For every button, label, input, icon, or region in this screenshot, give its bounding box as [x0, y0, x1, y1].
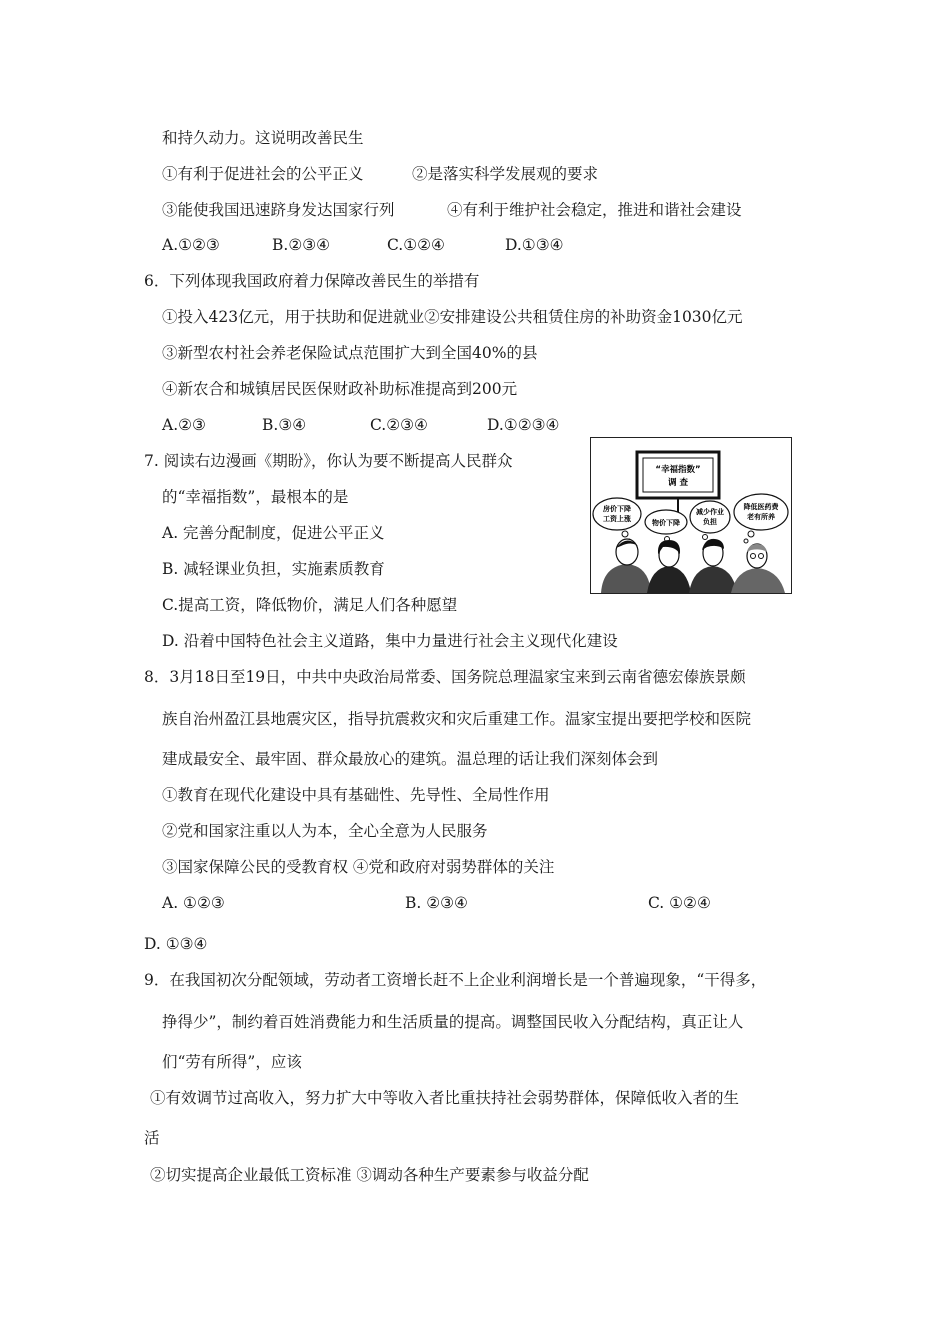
bubble-4-line-1: 降低医药费 — [743, 503, 779, 511]
q5-option-b: B.②③④ — [272, 236, 331, 254]
q8-statement-2: ②党和国家注重以人为本，全心全意为人民服务 — [162, 822, 488, 840]
cartoon-illustration — [590, 437, 792, 594]
q8-option-d: D. ①③④ — [144, 935, 208, 953]
q5-option-a: A.①②③ — [162, 236, 220, 254]
q7-option-b: B. 减轻课业负担，实施素质教育 — [162, 560, 385, 578]
q8-option-a: A. ①②③ — [162, 894, 225, 912]
q8-stem-line-2: 族自治州盈江县地震灾区，指导抗震救灾和灾后重建工作。温家宝提出要把学校和医院 — [162, 710, 752, 728]
q7-option-a: A. 完善分配制度，促进公平正义 — [162, 524, 385, 542]
q6-option-a: A.②③ — [162, 416, 206, 434]
bubble-1-line-2: 工资上涨 — [603, 515, 631, 523]
q5-statement-1: ①有利于促进社会的公平正义 — [162, 165, 364, 183]
thought-bubble-3 — [690, 501, 730, 533]
q8-option-b: B. ②③④ — [405, 894, 468, 912]
bubble-3-line-1: 减少作业 — [696, 508, 724, 516]
q8-option-c: C. ①②④ — [648, 894, 711, 912]
q6-option-c: C.②③④ — [370, 416, 428, 434]
person-1 — [601, 539, 651, 593]
q6-option-b: B.③④ — [262, 416, 307, 434]
q6-stem: 6．下列体现我国政府着力保障改善民生的举措有 — [144, 272, 480, 290]
q6-option-d: D.①②③④ — [487, 416, 560, 434]
person-4 — [731, 544, 785, 593]
q6-statement-3: ③新型农村社会养老保险试点范围扩大到全国40%的县 — [162, 344, 538, 362]
q8-stem-line-3: 建成最安全、最牢固、群众最放心的建筑。温总理的话让我们深刻体会到 — [162, 750, 659, 768]
q5-statement-3: ③能使我国迅速跻身发达国家行列 — [162, 201, 395, 219]
bubble-3-line-2: 负担 — [703, 518, 717, 526]
q6-statement-4: ④新农合和城镇居民医保财政补助标准提高到200元 — [162, 380, 518, 398]
q5-statement-4: ④有利于维护社会稳定，推进和谐社会建设 — [447, 201, 742, 219]
q8-stem-line-1: 8．3月18日至19日，中共中央政治局常委、国务院总理温家宝来到云南省德宏傣族景颇 — [144, 668, 746, 686]
q9-statement-1-line-2: 活 — [144, 1129, 160, 1147]
q9-stem-line-3: 们“劳有所得”，应该 — [162, 1053, 302, 1071]
person-2 — [647, 540, 691, 593]
q8-statement-3-4: ③国家保障公民的受教育权 ④党和政府对弱势群体的关注 — [162, 858, 555, 876]
q9-stem-line-2: 挣得少”，制约着百姓消费能力和生活质量的提高。调整国民收入分配结构，真正让人 — [162, 1013, 744, 1031]
bubble-2-line: 物价下降 — [652, 519, 680, 527]
q6-statement-1-2: ①投入423亿元，用于扶助和促进就业②安排建设公共租赁住房的补助资金1030亿元 — [162, 308, 743, 326]
bubble-1-line-1: 房价下降 — [603, 505, 631, 513]
q7-option-c: C.提高工资，降低物价，满足人们各种愿望 — [162, 596, 458, 614]
q5-stem-continuation: 和持久动力。这说明改善民生 — [162, 129, 364, 147]
board-title: “幸福指数” — [655, 465, 701, 475]
q7-option-d: D. 沿着中国特色社会主义道路，集中力量进行社会主义现代化建设 — [162, 632, 618, 650]
q5-option-d: D.①③④ — [505, 236, 564, 254]
q7-stem-line-1: 7. 阅读右边漫画《期盼》，你认为要不断提高人民群众 — [144, 452, 513, 470]
q7-stem-line-2: 的“幸福指数”，最根本的是 — [162, 488, 349, 506]
q9-stem-line-1: 9．在我国初次分配领域，劳动者工资增长赶不上企业利润增长是一个普遍现象，“干得多， — [144, 971, 767, 989]
q9-statement-1-line-1: ①有效调节过高收入，努力扩大中等收入者比重扶持社会弱势群体，保障低收入者的生 — [150, 1089, 740, 1107]
q9-statement-2-3: ②切实提高企业最低工资标准 ③调动各种生产要素参与收益分配 — [150, 1166, 589, 1184]
thought-bubble-4 — [734, 494, 788, 530]
board-subtitle: 调 查 — [668, 478, 688, 488]
q8-statement-1: ①教育在现代化建设中具有基础性、先导性、全局性作用 — [162, 786, 550, 804]
bubble-4-line-2: 老有所养 — [747, 513, 775, 521]
person-3 — [689, 539, 737, 593]
q5-statement-2: ②是落实科学发展观的要求 — [412, 165, 599, 183]
thought-bubble-1 — [593, 498, 641, 530]
q5-option-c: C.①②④ — [387, 236, 445, 254]
